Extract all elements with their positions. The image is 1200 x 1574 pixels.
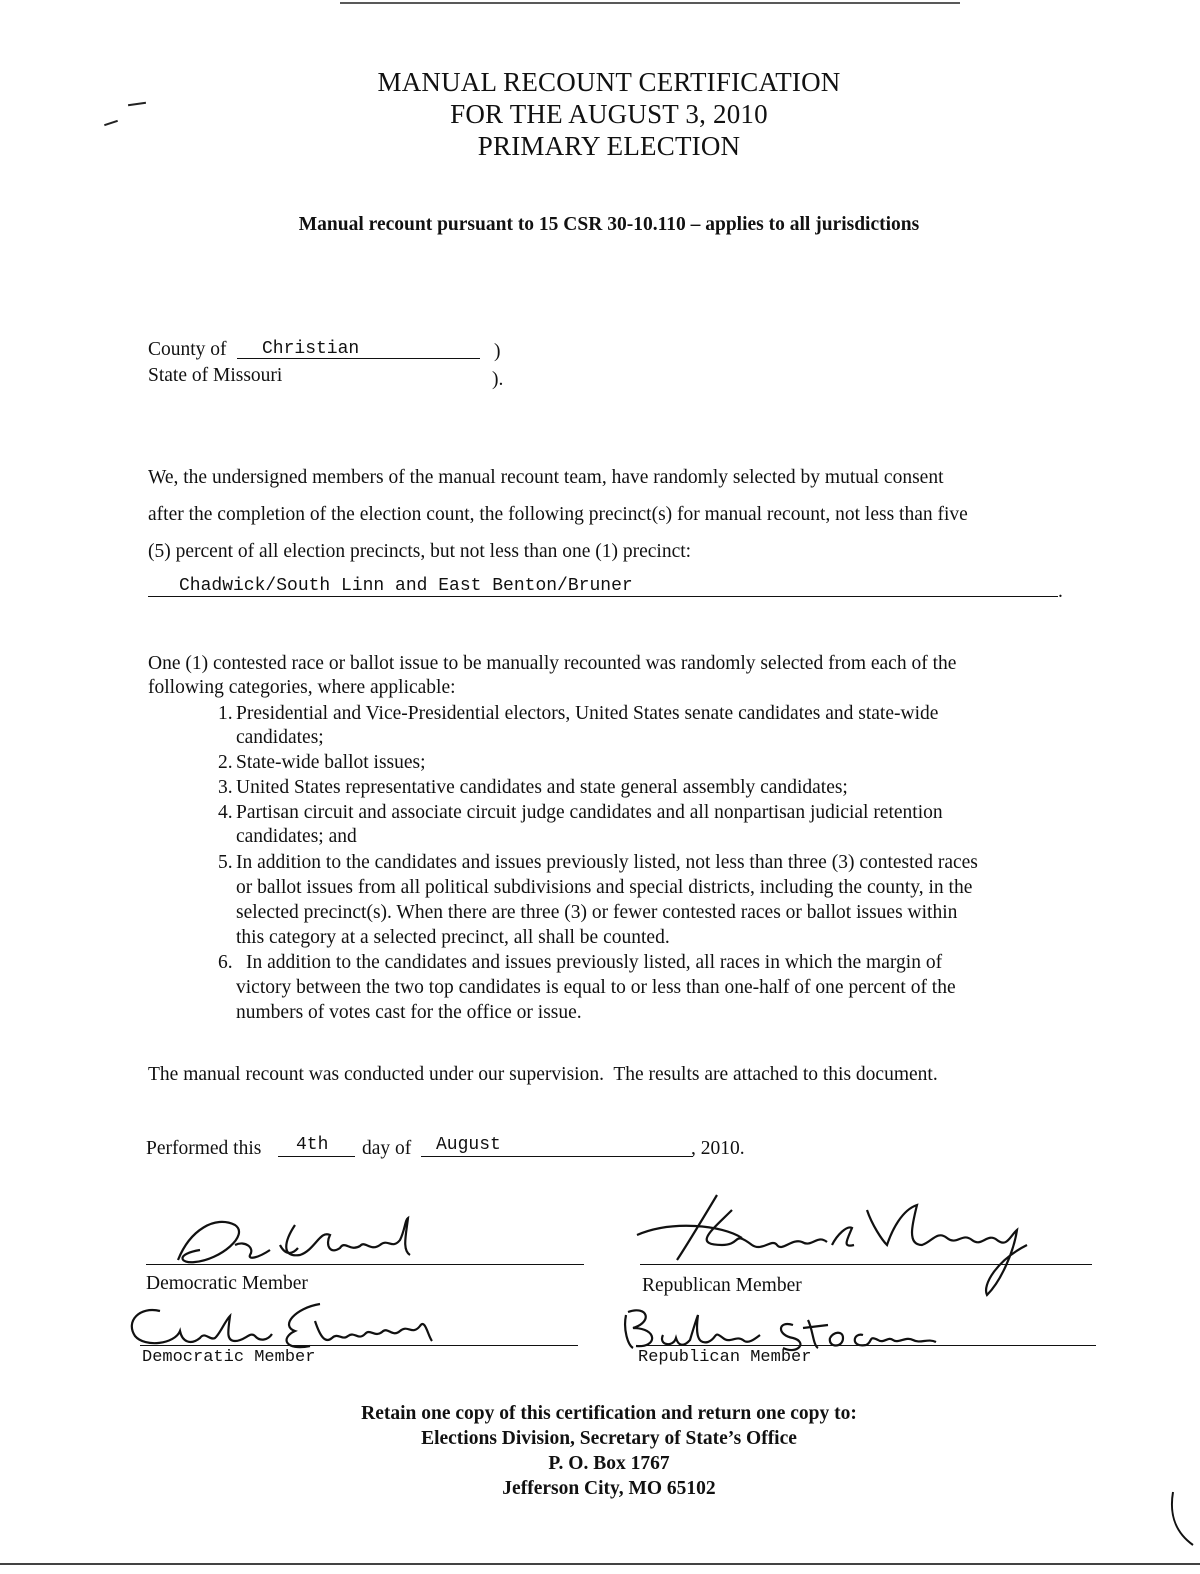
precincts-end-dot: . [1058,581,1063,602]
document-title-line-3: PRIMARY ELECTION [477,131,741,161]
category-text: Partisan circuit and associate circuit judge candidates and all nonpartisan judicial retention [236,802,943,823]
statement-line-2: after the completion of the election count, the following precinct(s) for manual recount, not less than five [148,504,968,525]
document-subtitle: Manual recount pursuant to 15 CSR 30-10.110 – applies to all jurisdictions [298,214,920,235]
statement-line-3: (5) percent of all election precincts, but not less than one (1) precinct: [148,541,692,562]
footer-line-1: Retain one copy of this certification and return one copy to: [361,1403,857,1424]
categories-intro-line-2: following categories, where applicable: [148,677,456,698]
footer-line-2: Elections Division, Secretary of State’s Office [421,1428,797,1449]
statement-line-1: We, the undersigned members of the manual recount team, have randomly selected by mutual consent [148,467,944,488]
category-text: State-wide ballot issues; [236,752,426,773]
county-underline [237,358,480,359]
performed-mid: day of [362,1138,412,1159]
signature-line-democratic-2 [140,1345,578,1346]
category-number: 1. [218,703,233,724]
republican-member-label-2: Republican Member [638,1348,812,1367]
signature-line-democratic-1 [146,1264,584,1265]
performed-suffix: , 2010. [691,1138,745,1159]
democratic-member-label-1: Democratic Member [146,1273,308,1294]
category-text: Presidential and Vice-Presidential electors, United States senate candidates and state-wide [236,703,939,724]
performed-month-value: August [436,1135,501,1155]
performed-day-underline [278,1156,355,1157]
category-text: United States representative candidates and state general assembly candidates; [236,777,848,798]
document-title-line-2: FOR THE AUGUST 3, 2010 [450,99,768,129]
category-text: selected precinct(s). When there are three (3) or fewer contested races or ballot issues within [236,902,958,923]
performed-day-value: 4th [296,1135,329,1155]
county-paren: ) [494,341,501,362]
performed-month-underline [421,1156,693,1157]
county-label: County of [148,339,227,360]
document-title-line-1: MANUAL RECOUNT CERTIFICATION [377,67,841,97]
category-number: 5. [218,852,233,873]
footer-line-3: P. O. Box 1767 [548,1453,670,1474]
precincts-underline [148,596,1058,597]
supervision-statement: The manual recount was conducted under our supervision. The results are attached to this document. [148,1064,938,1085]
category-text: In addition to the candidates and issues previously listed, all races in which the margin of [246,952,943,973]
signature-line-republican-2 [636,1345,1096,1346]
county-value: Christian [262,339,360,359]
category-text: victory between the two top candidates is equal to or less than one-half of one percent of the [236,977,956,998]
scan-artifact-top-line [340,2,960,4]
performed-prefix: Performed this [146,1138,262,1159]
category-text: candidates; [236,727,324,748]
category-number: 4. [218,802,233,823]
democratic-member-label-2: Democratic Member [142,1348,316,1367]
categories-intro-line-1: One (1) contested race or ballot issue to be manually recounted was randomly selected from each of the [148,653,957,674]
category-number: 3. [218,777,233,798]
category-text: candidates; and [236,826,357,847]
category-text: this category at a selected precinct, all shall be counted. [236,927,670,948]
category-number: 6. [218,952,233,973]
precincts-value: Chadwick/South Linn and East Benton/Bruner [179,576,633,596]
category-number: 2. [218,752,233,773]
republican-member-label-1: Republican Member [642,1275,802,1296]
signature-democratic-member-1 [160,1210,440,1270]
scan-artifact-right-bracket [1168,1490,1198,1550]
category-text: numbers of votes cast for the office or issue. [236,1002,582,1023]
category-text: or ballot issues from all political subdivisions and special districts, including the county, in the [236,877,973,898]
signature-democratic-member-2 [120,1296,440,1356]
state-paren: ). [492,369,504,390]
signature-line-republican-1 [640,1264,1092,1265]
state-label: State of Missouri [148,365,283,386]
scan-artifact-bottom-line [0,1563,1200,1565]
footer-line-4: Jefferson City, MO 65102 [502,1478,716,1499]
category-text: In addition to the candidates and issues previously listed, not less than three (3) contested races [236,852,978,873]
